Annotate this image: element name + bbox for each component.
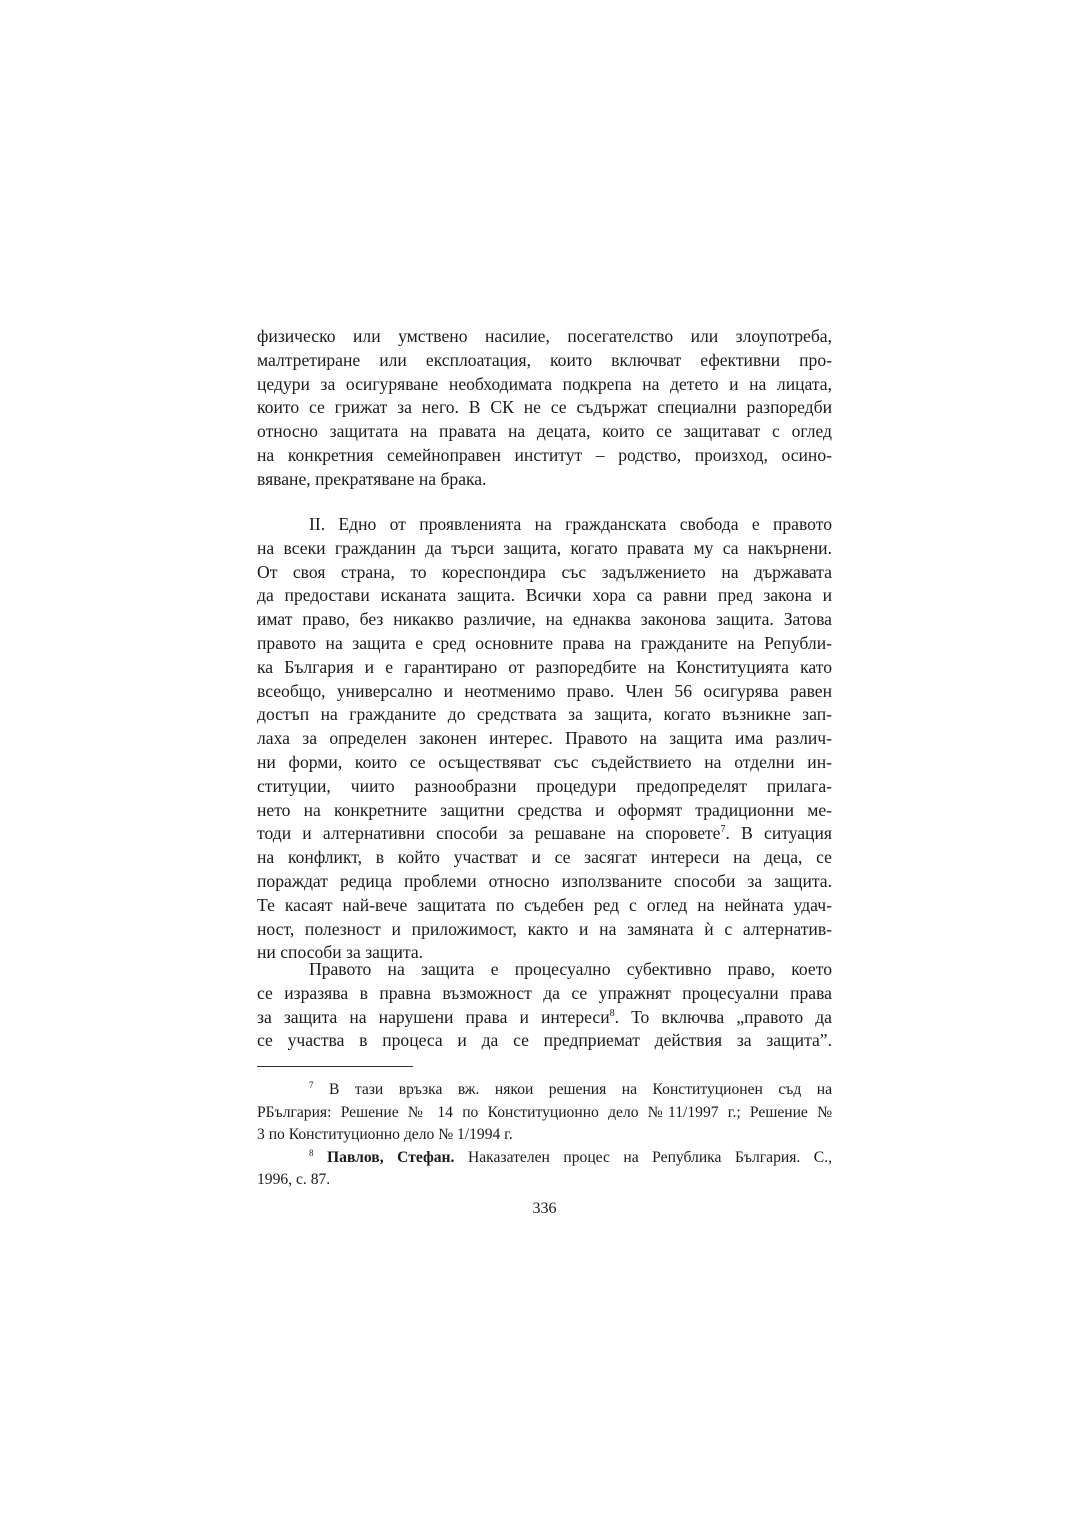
text-line: От своя страна, то кореспондира със задължението на държавата [257, 561, 832, 582]
text-line: се изразява в правна възможност да се упражнят процесуални права [257, 982, 832, 1003]
text-line: Правото на защита е процесуално субективно право, което [309, 959, 832, 979]
text-line: пораждат редица проблеми относно използваните способи за защита. [257, 870, 832, 891]
footnote-ref-8[interactable]: 8 [609, 1007, 615, 1019]
text-line: на всеки гражданин да търси защита, когато правата му са накърнени. [257, 537, 832, 558]
footnote-separator [257, 1066, 413, 1067]
text-line: правото на защита е сред основните права на гражданите на Републи- [257, 632, 832, 653]
text-segment: тоди и алтернативни способи за решаване на споровете [257, 823, 721, 844]
text-segment: В тази връзка вж. някои решения на Конституционен съд на [313, 1081, 832, 1098]
paragraph-1 [257, 325, 832, 492]
page-number: 336 [532, 1200, 557, 1217]
footnote-marker-7: 7 [309, 1080, 314, 1090]
footnote-8-line [257, 1147, 832, 1170]
footnote-marker-8: 8 [309, 1147, 314, 1158]
text-line: физическо или умствено насилие, посегателство или злоупотреба, [257, 326, 832, 346]
text-line [257, 1006, 832, 1030]
text-line: лаха за определен законен интерес. Правото на защита има различ- [257, 728, 832, 749]
text-line: ност, полезност и приложимост, както и на замяната ѝ с алтернатив- [257, 918, 832, 939]
text-segment: . То включва „правото да [614, 1006, 832, 1027]
text-line [257, 822, 832, 846]
footnote-7-line: РБългария: Решение № 14 по Конституционно дело №11/1997 г.; Решение № [257, 1103, 832, 1121]
footnotes [257, 1079, 832, 1192]
text-line: ни способи за защита. [257, 942, 424, 963]
text-line: нето на конкретните защитни средства и оформят традиционни ме- [257, 799, 832, 820]
text-line: които се грижат за него. В СК не се съдържат специални разпоредби [257, 397, 832, 418]
footnote-7-line: 3 по Конституционно дело № 1/1994 г. [257, 1126, 513, 1143]
text-line: Те касаят най-вече защитата по съдебен ред с оглед на нейната удач- [257, 894, 832, 915]
text-line: се участва в процеса и да се предприемат действия за защита”. [257, 1030, 832, 1051]
text-segment: Наказателен процес на Република България. С., [454, 1148, 832, 1166]
text-line: имат право, без никакво различие, на еднаква законова защита. Затова [257, 609, 832, 630]
footnote-8-line: 1996, с. 87. [257, 1171, 331, 1188]
text-line: всеобщо, универсално и неотменимо право. Член 56 осигурява равен [257, 680, 832, 701]
paragraph-2 [257, 513, 832, 965]
footnote-7-line [257, 1079, 832, 1102]
text-line: ституции, чиито разнообразни процедури предопределят прилага- [257, 775, 832, 796]
text-line: относно защитата на правата на децата, които се защитават с оглед [257, 421, 832, 442]
text-line: II. Едно от проявленията на гражданската свобода е правото [309, 514, 832, 534]
text-line: на конкретния семейноправен институт – родство, произход, осино- [257, 444, 832, 465]
text-line: да предостави исканата защита. Всички хора са равни пред закона и [257, 585, 832, 606]
footnote-ref-7[interactable]: 7 [720, 824, 726, 836]
text-line: ка България и е гарантирано от разпоредбите на Конституцията като [257, 656, 832, 677]
text-line: на конфликт, в който участват и се засягат интереси на деца, се [257, 847, 832, 868]
text-line: цедури за осигуряване необходимата подкрепа на детето и на лицата, [257, 373, 832, 394]
paragraph-3 [257, 958, 832, 1053]
text-segment: за защита на нарушени права и интереси [257, 1006, 610, 1027]
text-line: ни форми, които се осъществяват със съдействието на отделни ин- [257, 751, 832, 772]
text-line: вяване, прекратяване на брака. [257, 468, 487, 489]
text-segment: . В ситуация [725, 823, 832, 844]
footnote-author: Павлов, Стефан. [313, 1148, 455, 1166]
text-line: малтретиране или експлоатация, които включват ефективни про- [257, 349, 832, 370]
text-line: достъп на гражданите до средствата за защита, когато възникне зап- [257, 704, 832, 725]
